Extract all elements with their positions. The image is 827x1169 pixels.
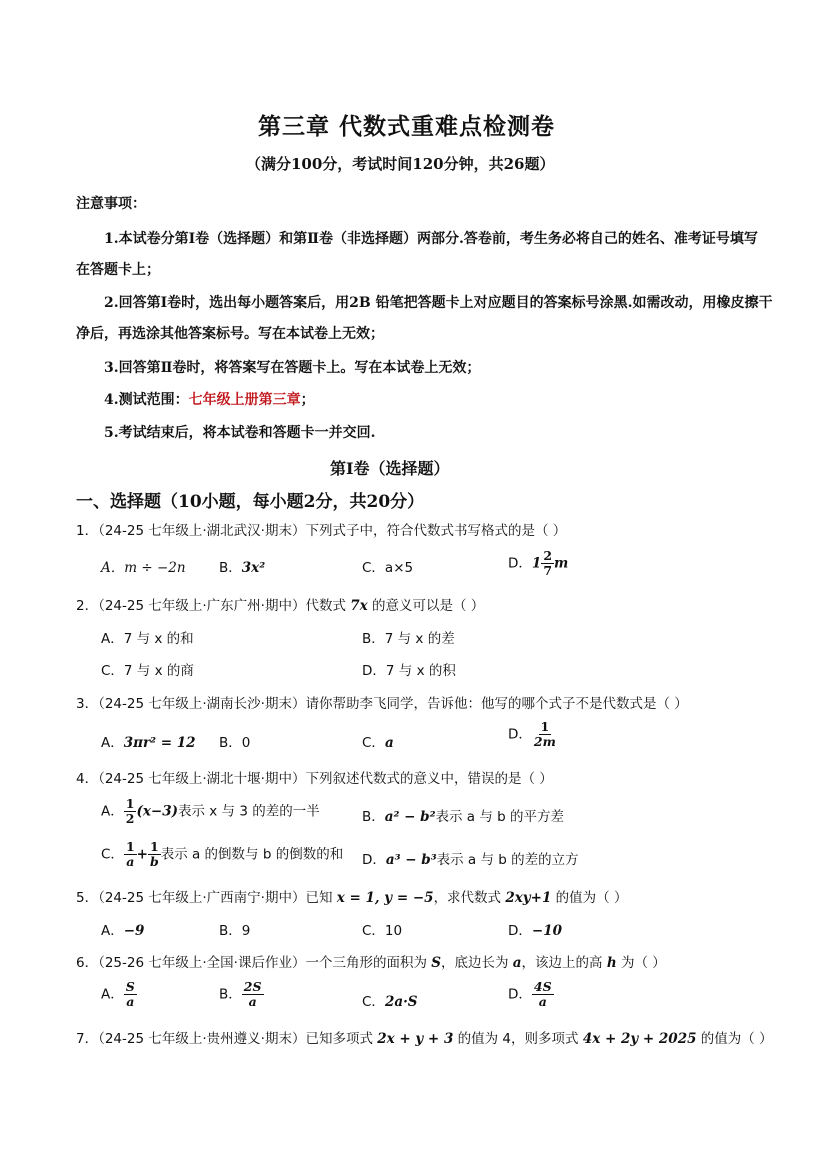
question-4-option-d: D．a³ − b³表示 a 与 b 的差的立方 <box>362 852 579 868</box>
question-3-option-b: B．0 <box>219 735 251 751</box>
question-3-option-d: D． $\frac{1}{2m}$ <box>508 719 556 749</box>
question-1-option-d: D．1 $\frac{2}{7}$ m <box>508 548 569 578</box>
question-3-stem: 3．（24-25 七年级上·湖南长沙·期末）请你帮助李飞同学，告诉他：他写的哪个式子不是代数式是（ ） <box>76 696 688 712</box>
section-1-title: 一、选择题（10小题，每小题2分，共20分） <box>76 492 425 512</box>
question-5-option-c: C．10 <box>362 923 403 939</box>
question-5-option-a: A．−9 <box>101 923 145 939</box>
question-6-option-d: D． $\frac{4S}{a}$ <box>508 979 552 1009</box>
question-6-option-c: C．2a·S <box>362 994 418 1010</box>
question-2-option-d: D．7 与 x 的积 <box>362 663 456 679</box>
question-1-option-b: B．3x² <box>219 560 266 576</box>
question-4-option-c: C． $\frac{1}{a}$ + $\frac{1}{b}$ 表示 a 的倒数与 b 的倒数的和 <box>101 839 344 869</box>
question-1-stem: 1．（24-25 七年级上·湖北武汉·期末）下列式子中，符合代数式书写格式的是（ ） <box>76 523 567 539</box>
page-subtitle: （满分100分，考试时间120分钟，共26题） <box>246 155 555 173</box>
notice-item-1-line-2: 在答题卡上； <box>76 262 160 278</box>
question-5-stem: 5．（24-25 七年级上·广西南宁·期中）已知 x = 1, y = −5，求代数式 2xy+1 的值为（ ） <box>76 890 628 906</box>
question-4-option-b: B．a² − b²表示 a 与 b 的平方差 <box>362 809 565 825</box>
test-scope: 七年级上册第三章 <box>188 392 301 408</box>
question-4-stem: 4．（24-25 七年级上·湖北十堰·期中）下列叙述代数式的意义中，错误的是（ ） <box>76 771 553 787</box>
question-6-option-b: B． $\frac{2S}{a}$ <box>219 979 262 1009</box>
question-7-stem: 7．（24-25 七年级上·贵州遵义·期末）已知多项式 2x + y + 3 的值为 4，则多项式 4x + 2y + 2025 的值为（ ） <box>76 1031 773 1047</box>
notice-heading: 注意事项： <box>76 196 146 212</box>
notice-item-2-line-2: 净后，再选涂其他答案标号。写在本试卷上无效； <box>76 326 384 342</box>
question-2-option-a: A．7 与 x 的和 <box>101 631 194 647</box>
question-1-option-c: C．a×5 <box>362 560 414 576</box>
notice-item-1-line-1: 1.本试卷分第Ⅰ卷（选择题）和第Ⅱ卷（非选择题）两部分.答卷前，考生务必将自己的姓名、准考证号填写 <box>104 231 758 247</box>
question-3-option-c: C．a <box>362 735 394 751</box>
notice-item-4-suffix: ； <box>300 392 315 408</box>
question-1-option-a: A．m ÷ −2n <box>101 560 186 576</box>
page-title: 第三章 代数式重难点检测卷 <box>258 113 556 140</box>
question-2-option-c: C．7 与 x 的商 <box>101 663 194 679</box>
question-5-option-d: D．−10 <box>508 923 563 939</box>
question-3-option-a: A．3πr² = 12 <box>101 735 196 751</box>
question-6-option-a: A． $\frac{S}{a}$ <box>101 979 135 1009</box>
question-2-option-b: B．7 与 x 的差 <box>362 631 455 647</box>
notice-item-4-prefix: 4.测试范围： <box>104 392 189 408</box>
notice-item-4 <box>104 389 315 409</box>
part-1-title: 第Ⅰ卷（选择题） <box>330 459 450 478</box>
question-5-option-b: B．9 <box>219 923 251 939</box>
question-4-option-a: A． $\frac{1}{2}$ (x−3)表示 x 与 3 的差的一半 <box>101 796 320 826</box>
notice-item-2-line-1: 2.回答第Ⅰ卷时，选出每小题答案后，用2B 铅笔把答题卡上对应题目的答案标号涂黑.如需改动，用橡皮擦干 <box>104 295 773 311</box>
notice-item-3: 3.回答第Ⅱ卷时，将答案写在答题卡上。写在本试卷上无效； <box>104 360 481 376</box>
question-2-stem: 2．（24-25 七年级上·广东广州·期中）代数式 7x 的意义可以是（ ） <box>76 598 485 614</box>
notice-item-5: 5.考试结束后，将本试卷和答题卡一并交回. <box>104 425 376 441</box>
question-6-stem: 6．（25-26 七年级上·全国·课后作业）一个三角形的面积为 S，底边长为 a，该边上的高 h 为（ ） <box>76 955 666 971</box>
